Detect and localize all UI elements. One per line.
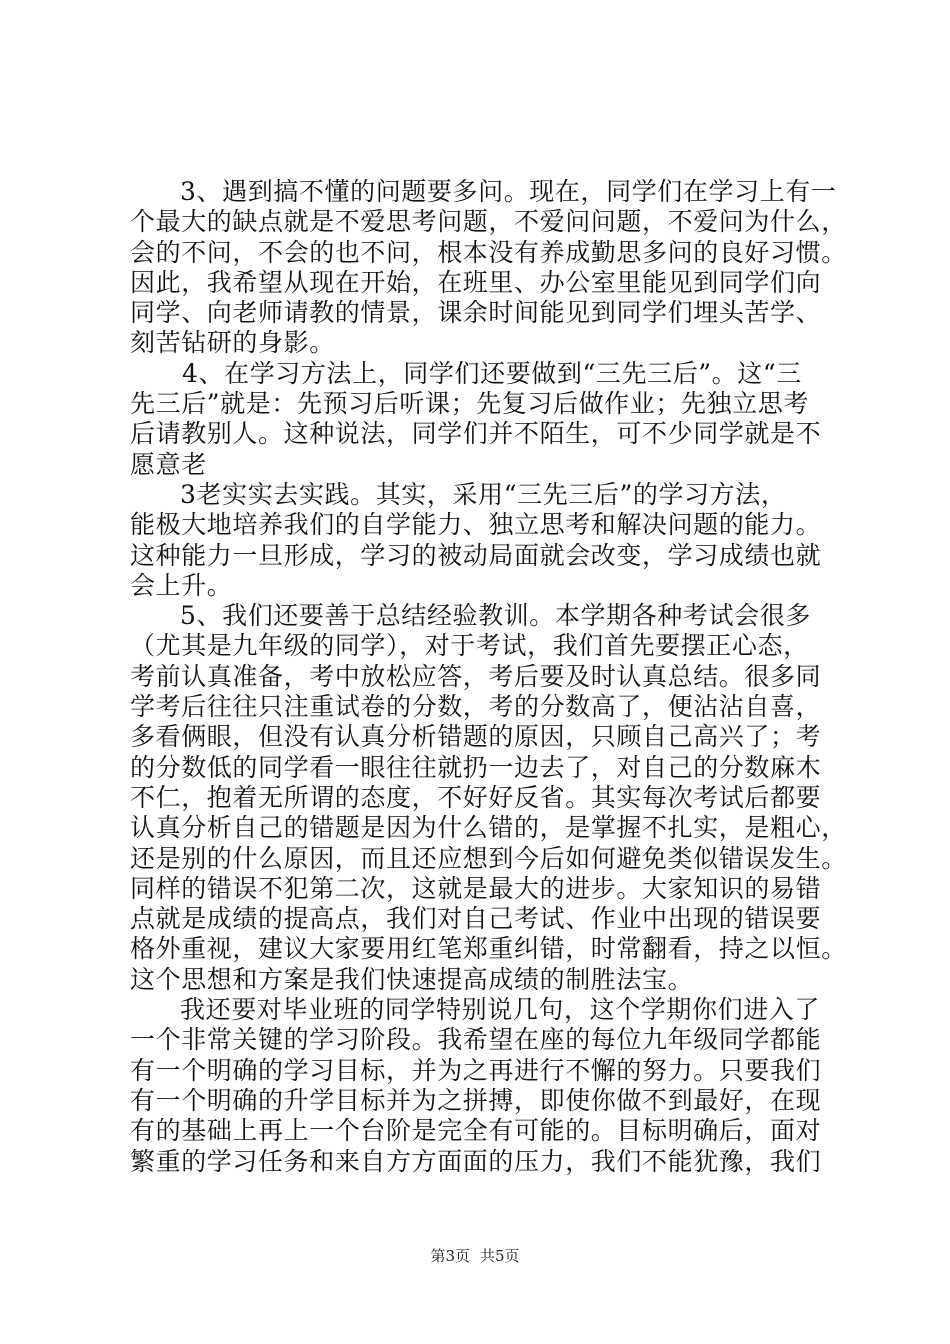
paragraph-6-line: 繁重的学习任务和来自方方面面的压力，我们不能犹豫，我们 (130, 1146, 822, 1176)
paragraph-6-line: 我还要对毕业班的同学特别说几句，这个学期你们进入了 (180, 995, 821, 1025)
page-total: 共5页 (480, 1247, 520, 1265)
page-footer (0, 1246, 950, 1266)
paragraph-4-cont-line: 3老实实去实践。其实，采用“三先三后”的学习方法， (180, 479, 787, 509)
paragraph-3-line: 因此，我希望从现在开始，在班里、办公室里能见到同学们向 (130, 267, 822, 297)
paragraph-3-line: 刻苦钻研的身影。 (130, 328, 335, 358)
paragraph-5-line: 格外重视，建议大家要用红笔郑重纠错，时常翻看，持之以恒。 (130, 934, 847, 964)
paragraph-5-line: 点就是成绩的提高点，我们对自己考试、作业中出现的错误要 (130, 904, 822, 934)
paragraph-3-line: 会的不问，不会的也不问，根本没有养成勤思多问的良好习惯。 (130, 237, 847, 267)
paragraph-4-line: 后请教别人。这种说法，同学们并不陌生，可不少同学就是不 (130, 419, 822, 449)
paragraph-5-line: 不仁，抱着无所谓的态度，不好好反省。其实每次考试后都要 (130, 782, 822, 812)
paragraph-6-line: 有一个明确的学习目标，并为之再进行不懈的努力。只要我们 (130, 1055, 822, 1085)
paragraph-5-line: 学考后往往只注重试卷的分数，考的分数高了，便沾沾自喜， (130, 692, 822, 722)
paragraph-6-line: 有的基础上再上一个台阶是完全有可能的。目标明确后，面对 (130, 1116, 822, 1146)
paragraph-4-cont-line: 能极大地培养我们的自学能力、独立思考和解决问题的能力。 (130, 510, 822, 540)
page-number: 第3页 (430, 1247, 470, 1265)
paragraph-4-line: 愿意老 (130, 449, 207, 479)
document-body (130, 177, 847, 1177)
paragraph-5-line: 5、我们还要善于总结经验教训。本学期各种考试会很多 (180, 601, 811, 631)
paragraph-6-line: 一个非常关键的学习阶段。我希望在座的每位九年级同学都能 (130, 1025, 822, 1055)
paragraph-3-line: 3、遇到搞不懂的问题要多问。现在，同学们在学习上有一 (180, 177, 837, 206)
paragraph-5-line: 同样的错误不犯第二次，这就是最大的进步。大家知识的易错 (130, 873, 822, 903)
paragraph-4-line: 4、在学习方法上，同学们还要做到“三先三后”。这“三 (182, 358, 802, 388)
paragraph-5-line: 考前认真准备，考中放松应答，考后要及时认真总结。很多同 (130, 661, 822, 691)
paragraph-5-line: 这个思想和方案是我们快速提高成绩的制胜法宝。 (130, 964, 694, 994)
paragraph-5-line: 的分数低的同学看一眼往往就扔一边去了，对自己的分数麻木 (130, 752, 822, 782)
paragraph-4-cont-line: 这种能力一旦形成，学习的被动局面就会改变，学习成绩也就 (130, 540, 822, 570)
paragraph-5-line: 多看俩眼，但没有认真分析错题的原因，只顾自己高兴了；考 (130, 722, 822, 752)
paragraph-5-line: 认真分析自己的错题是因为什么错的，是掌握不扎实，是粗心， (130, 813, 847, 843)
paragraph-4-line: 先三后”就是：先预习后听课；先复习后做作业；先独立思考 (130, 389, 809, 419)
paragraph-5-line: 还是别的什么原因，而且还应想到今后如何避免类似错误发生。 (130, 843, 847, 873)
paragraph-5-line: （尤其是九年级的同学），对于考试，我们首先要摆正心态， (130, 631, 809, 661)
paragraph-4-cont-line: 会上升。 (130, 570, 233, 600)
paragraph-6-line: 有一个明确的升学目标并为之拼搏，即使你做不到最好，在现 (130, 1085, 822, 1115)
paragraph-3-line: 个最大的缺点就是不爱思考问题，不爱问问题，不爱问为什么， (130, 207, 847, 237)
paragraph-3-line: 同学、向老师请教的情景，课余时间能见到同学们埋头苦学、 (130, 298, 822, 328)
